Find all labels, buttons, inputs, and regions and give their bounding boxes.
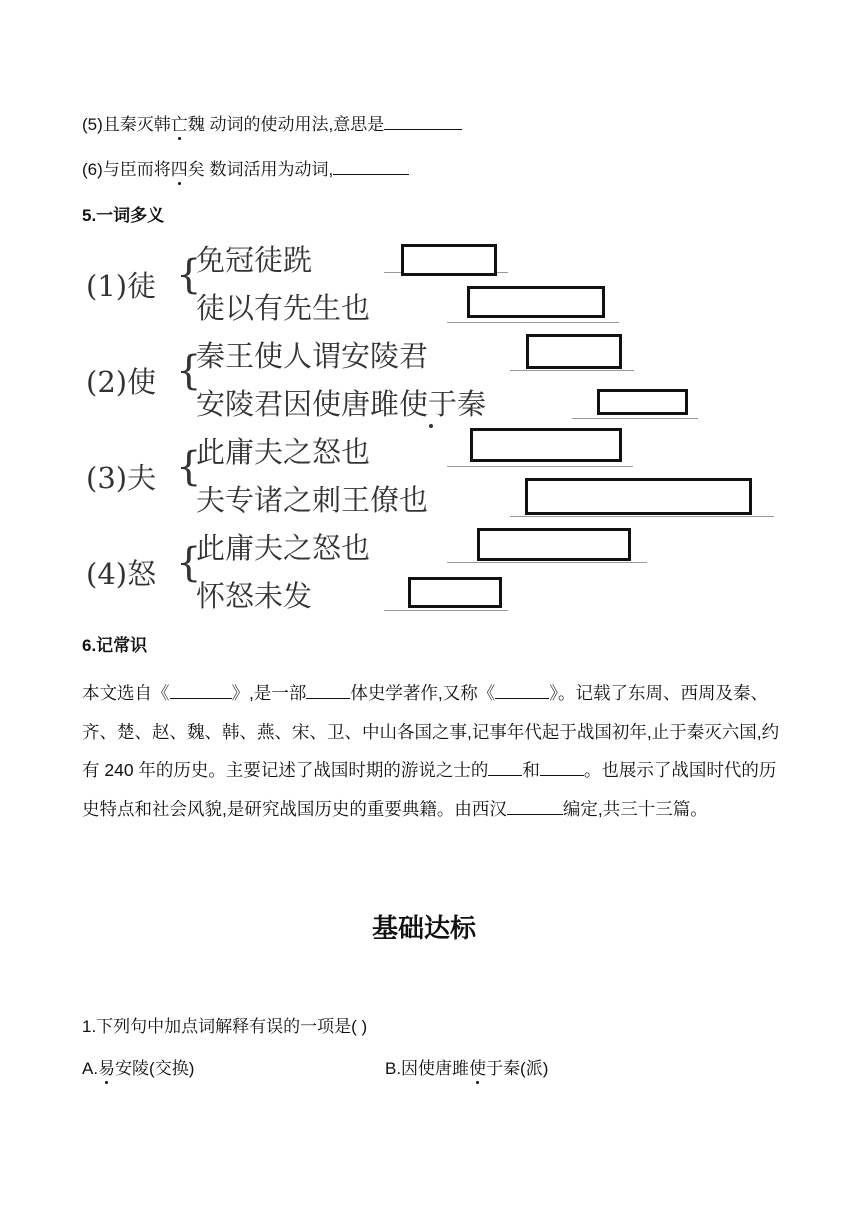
item-6-dotted-char: 四 — [170, 160, 188, 179]
option-a-suffix: 安陵(交换) — [115, 1059, 195, 1078]
group-4-answer-line-1 — [447, 562, 647, 563]
group-1-label: (1)徒 — [86, 269, 157, 303]
para-text-1: 本文选自《 — [82, 683, 170, 703]
section-6-paragraph — [82, 674, 782, 828]
group-3-answer-box-2[interactable] — [525, 478, 752, 515]
item-5 — [82, 112, 462, 138]
group-1-answer-box-1[interactable] — [401, 244, 497, 276]
group-4-answer-box-2[interactable] — [408, 577, 502, 608]
para-text-3: 体史学著作,又称《 — [350, 683, 496, 703]
group-2-answer-box-1[interactable] — [526, 334, 622, 369]
group-3-brace: { — [176, 444, 202, 490]
group-2-answer-line-2 — [572, 418, 698, 419]
blank-genre[interactable] — [306, 697, 350, 699]
blank-content-2[interactable] — [540, 774, 584, 776]
group-3-sentence-2: 夫专诸之刺王僚也 — [196, 485, 429, 517]
group-3-answer-line-2 — [510, 516, 774, 517]
para-text-6: 。也展示了战国时代的历史特点和社会风貌,是研究战国历史的重要典籍。由西汉 — [82, 760, 777, 819]
item-6 — [82, 157, 409, 183]
group-4-sentence-2: 怀怒未发 — [196, 581, 313, 613]
group-2-sentence-1: 秦王使人谓安陵君 — [196, 341, 429, 373]
item-5-blank[interactable] — [384, 128, 462, 130]
group-1-sentence-2: 徒以有先生也 — [196, 293, 371, 325]
group-3-label: (3)夫 — [86, 461, 157, 495]
option-a[interactable] — [82, 1056, 194, 1082]
option-a-prefix: A. — [82, 1059, 99, 1078]
group-1-brace: { — [176, 252, 202, 298]
group-1-sentence-1: 免冠徒跣 — [196, 245, 313, 277]
group-3-sentence-1: 此庸夫之怒也 — [196, 437, 371, 469]
group-2-brace: { — [176, 348, 202, 394]
option-b[interactable] — [385, 1056, 548, 1082]
group-3-answer-line-1 — [447, 466, 633, 467]
group-4-answer-line-2 — [384, 610, 508, 611]
group-3-answer-box-1[interactable] — [470, 428, 622, 462]
section-5-title: 5.一词多义 — [82, 206, 165, 225]
group-1-answer-line-2 — [447, 322, 619, 323]
para-text-5: 和 — [522, 760, 540, 780]
item-5-dotted-char: 亡 — [170, 115, 188, 134]
blank-book-name[interactable] — [170, 697, 232, 699]
section-6-title: 6.记常识 — [82, 636, 148, 655]
para-text-4: 》。记载了东周、西周及秦、齐、楚、赵、魏、韩、燕、宋、卫、中山各国之事,记事年代起于战国初年,止于秦灭六国,约有 240 年的历史。主要记述了战国时期的游说之士的 — [82, 683, 780, 780]
group-4-sentence-1: 此庸夫之怒也 — [196, 533, 371, 565]
item-6-prefix: (6)与臣而将 — [82, 160, 171, 179]
option-b-prefix: B.因使唐雎 — [385, 1059, 470, 1078]
option-b-dotted-char: 使 — [469, 1059, 487, 1078]
group-4-label: (4)怒 — [86, 557, 157, 591]
blank-content-1[interactable] — [488, 774, 522, 776]
item-6-blank[interactable] — [333, 173, 409, 175]
option-a-dotted-char: 易 — [98, 1059, 116, 1078]
group-4-brace: { — [176, 540, 202, 586]
para-text-2: 》,是一部 — [231, 683, 307, 703]
question-1: 1.下列句中加点词解释有误的一项是( ) — [82, 1017, 368, 1036]
practice-heading: 基础达标 — [372, 913, 477, 943]
item-6-suffix: 矣 数词活用为动词, — [187, 160, 334, 179]
item-5-suffix: 魏 动词的使动用法,意思是 — [187, 115, 385, 134]
para-text-7: 编定,共三十三篇。 — [562, 798, 708, 819]
option-b-suffix: 于秦(派) — [486, 1059, 549, 1078]
group-2-label: (2)使 — [86, 365, 157, 399]
group-1-answer-box-2[interactable] — [467, 286, 605, 318]
group-2-answer-line-1 — [510, 370, 634, 371]
group-2-dot-mark — [429, 424, 433, 428]
blank-alt-name[interactable] — [495, 697, 549, 699]
group-2-sentence-2: 安陵君因使唐雎使于秦 — [196, 389, 487, 421]
group-4-answer-box-1[interactable] — [477, 528, 631, 561]
item-5-prefix: (5)且秦灭韩 — [82, 115, 171, 134]
group-2-answer-box-2[interactable] — [597, 389, 688, 415]
blank-compiler[interactable] — [507, 813, 563, 815]
